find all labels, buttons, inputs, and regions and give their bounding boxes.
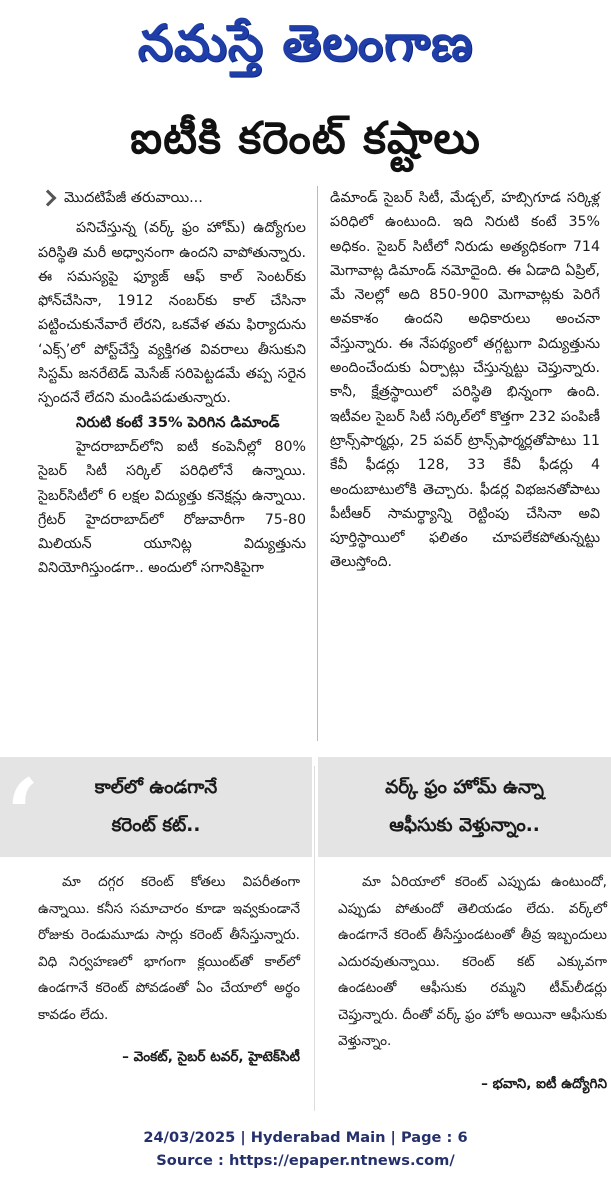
quote-text: మా దగ్గర కరెంట్ కోతలు విపరీతంగా ఉన్నాయి. కనీస సమాచారం కూడా ఇవ్వకుండానే రోజుకు రెండుమూడు సార్లు కరెంట్ తీసేస్తున్నారు. విధి నిర్వహణలో భాగంగా క్లయింట్‌తో కాల్‌లో ఉండగానే కరెంట్ పోవడంతో ఏం చేయాలో అర్థం కావడం లేదు. [38, 874, 300, 1023]
page-footer [0, 1126, 611, 1172]
quote-title-line1: కాల్‌లో ఉండగానే [94, 777, 218, 798]
masthead [0, 0, 611, 98]
continued-from-text: మొదటిపేజీ తరువాయి... [64, 190, 203, 206]
quote-signature: – భవాని, ఐటీ ఉద్యోగిని [481, 1075, 607, 1092]
headline [0, 106, 611, 182]
quote-text: మా ఏరియాలో కరెంట్ ఎప్పుడు ఉంటుందో, ఎప్పుడు పోతుందో తెలియడం లేదు. వర్క్‌లో ఉండగానే కరెంట్ తీసేస్తుండటంతో తీవ్ర ఇబ్బందులు ఎదురవుతున్నాయి. కరెంట్ కట్ ఎక్కువగా ఉండటంతో ఆఫీసుకు రమ్మని టీమ్‌లీడర్లు చెప్తున్నారు. దీంతో వర్క్ ఫ్రం హోం అయినా ఆఫీసుకు వెళ్తున్నాం. [338, 874, 607, 1049]
continued-from [38, 186, 306, 210]
column-divider [317, 186, 318, 741]
article-paragraph: పనిచేస్తున్న (వర్క్ ఫ్రం హోమ్) ఉద్యోగుల పరిస్థితి మరీ అధ్వానంగా ఉందని వాపోతున్నారు. ఈ సమస్యపై ఫ్యూజ్ ఆఫ్ కాల్ సెంటర్‌కు ఫోన్‌చేసినా, 1912 నంబర్‌కు కాల్ చేసినా పట్టించుకునేవారే లేరని, ఒకవేళ తమ ఫిర్యాదును ‘ఎక్స్’లో పోస్ట్‌చేస్తే వ్యక్తిగత వివరాలు తీసుకుని సిస్టమ్ జనరేటెడ్ మెసేజ్ సరిపెట్టడమే తప్ప సరైన స్పందనే లేదని మండిపడుతున్నారు. [38, 220, 306, 407]
quote-box-body [318, 857, 611, 1097]
quote-title-line2: ఆఫీసుకు వెళ్తున్నాం.. [389, 815, 540, 836]
masthead-title: నమస్తే తెలంగాణ [137, 13, 474, 72]
footer-source: Source : https://epaper.ntnews.com/ [156, 1152, 455, 1169]
quote-box-header [318, 757, 611, 857]
article-right-column [330, 186, 600, 575]
quote-box-left [0, 757, 312, 1119]
quote-signature: – వెంకట్, సైబర్ టవర్, హైటెక్‌సిటీ [122, 1049, 300, 1065]
quote-title-line2: కరెంట్ కట్.. [111, 815, 201, 836]
article-subheading: నిరుటి కంటే 35% పెరిగిన డిమాండ్ [76, 413, 280, 431]
quote-box-right [318, 757, 611, 1119]
quote-mark-icon: ‘ [6, 758, 40, 871]
box-divider [314, 766, 315, 1111]
quote-box-body [0, 857, 312, 1071]
headline-text: ఐటీకి కరెంట్ కష్టాలు [130, 113, 481, 164]
article-paragraph: డిమాండ్ సైబర్ సిటీ, మేడ్చల్, హబ్సిగూడ సర్కిళ్ల పరిధిలో ఉంటుంది. ఇది నిరుటి కంటే 35% అధికం. సైబర్ సిటీలో నిరుడు అత్యధికంగా 714 మెగావాట్ల డిమాండ్ నమోదైంది. ఈ ఏడాది ఏప్రిల్, మే నెలల్లో అది 850-900 మెగావాట్లకు పెరిగే అవకాశం ఉందని అధికారులు అంచనా వేస్తున్నారు. ఈ నేపథ్యంలో తగ్గట్టుగా విద్యుత్తును అందించేందుకు ఏర్పాట్లు చేస్తున్నట్టు చెప్తున్నారు. కానీ, క్షేత్రస్థాయిలో పరిస్థితి భిన్నంగా ఉంది. ఇటీవల సైబర్ సిటీ సర్కిల్‌లో కొత్తగా 232 పంపిణీ ట్రాన్స్‌ఫార్మర్లు, 25 పవర్ ట్రాన్స్‌ఫార్మర్లతోపాటు 11 కేవీ ఫీడర్లు 128, 33 కేవీ ఫీడర్లు 4 అందుబాటులోకి తెచ్చారు. ఫీడర్ల విభజనతోపాటు పీటీఆర్ సామర్థ్యాన్ని రెట్టింపు చేసినా అవి పూర్తిస్థాయిలో ఫలితం చూపలేకపోతున్నట్టు తెలుస్తోంది. [330, 190, 600, 571]
article-paragraph: హైదరాబాద్‌లోని ఐటీ కంపెనీల్లో 80% సైబర్ సిటీ సర్కిల్ పరిధిలోనే ఉన్నాయి. సైబర్‌సిటీలో 6 లక్షల విద్యుత్తు కనెక్షన్లు ఉన్నాయి. గ్రేటర్ హైదరాబాద్‌లో రోజువారీగా 75-80 మిలియన్ యూనిట్ల విద్యుత్తును వినియోగిస్తుండగా.. అందులో సగానికిపైగా [38, 438, 306, 577]
chevron-right-icon [40, 190, 57, 207]
footer-date-edition: 24/03/2025 | Hyderabad Main | Page : 6 [143, 1129, 468, 1146]
quote-box-header [0, 757, 312, 871]
article-left-column [38, 186, 306, 581]
quote-title-line1: వర్క్ ఫ్రం హోమ్ ఉన్నా [385, 777, 544, 798]
